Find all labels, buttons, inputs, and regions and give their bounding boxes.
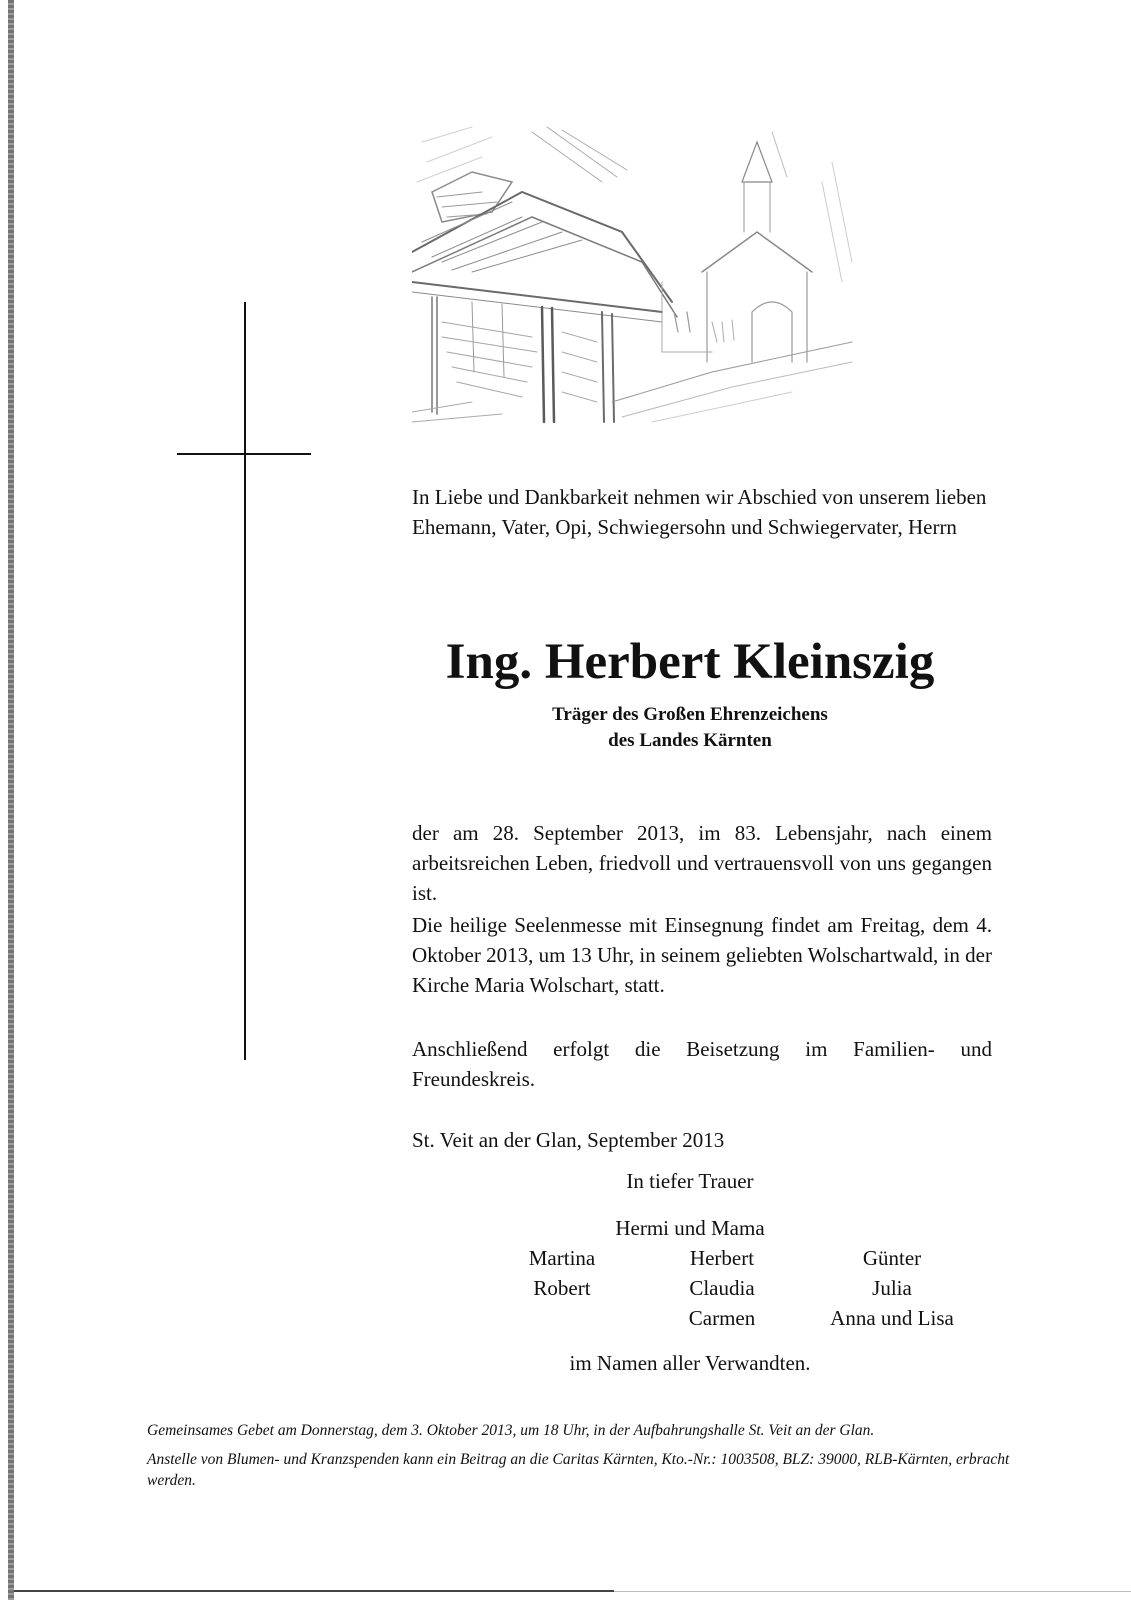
family-list	[482, 1243, 982, 1333]
cross-vertical-bar	[244, 302, 246, 1060]
family-member: Claudia	[689, 1276, 755, 1300]
honor-line-2: des Landes Kärnten	[608, 730, 772, 751]
mourning-line: In tiefer Trauer	[626, 1169, 754, 1193]
scan-border-left	[8, 0, 14, 1600]
family-member: Günter	[862, 1246, 922, 1270]
sketch-illustration-icon	[412, 122, 864, 427]
family-member: Martina	[528, 1246, 596, 1270]
prayer-note: Gemeinsames Gebet am Donnerstag, dem 3. Oktober 2013, um 18 Uhr, in der Aufbahrungshalle St. Veit an der Glan.	[147, 1422, 875, 1439]
family-member: Herbert	[689, 1246, 755, 1270]
burial-text: Anschließend erfolgt die Beisetzung im Familien- und Freundeskreis.	[412, 1037, 992, 1091]
family-row	[482, 1303, 982, 1333]
mass-text: Die heilige Seelenmesse mit Einsegnung findet am Freitag, dem 4. Oktober 2013, um 13 Uhr, in seinem geliebten Wolschartwald, in der Kirche Maria Wolschart, statt.	[412, 913, 992, 997]
family-row	[482, 1273, 982, 1303]
closing-line: im Namen aller Verwandten.	[569, 1351, 811, 1375]
family-member: Anna und Lisa	[830, 1306, 954, 1330]
passing-text: der am 28. September 2013, im 83. Lebensjahr, nach einem arbeitsreichen Leben, friedvoll und vertrauensvoll von uns gegangen ist.	[412, 821, 992, 905]
family-row	[482, 1243, 982, 1273]
intro-text: In Liebe und Dankbarkeit nehmen wir Abschied von unserem lieben Ehemann, Vater, Opi, Schwiegersohn und Schwiegervater, Herrn	[412, 485, 987, 539]
family-member: Carmen	[688, 1306, 756, 1330]
family-member	[482, 1303, 642, 1333]
honor-line-1: Träger des Großen Ehrenzeichens	[552, 704, 828, 725]
family-member: Robert	[533, 1276, 591, 1300]
family-member: Julia	[872, 1276, 912, 1300]
deceased-name: Ing. Herbert Kleinszig	[445, 634, 935, 690]
donation-note: Anstelle von Blumen- und Kranzspenden kann ein Beitrag an die Caritas Kärnten, Kto.-Nr.: 1003508, BLZ: 39000, RLB-Kärnten, erbracht werden.	[147, 1451, 1010, 1489]
scan-border-bottom-faint	[614, 1591, 1131, 1592]
family-head: Hermi und Mama	[615, 1216, 765, 1240]
honor-title	[420, 702, 960, 754]
scan-border-bottom	[14, 1590, 614, 1592]
cross-horizontal-bar	[177, 453, 311, 455]
footer-notes	[147, 1420, 1017, 1499]
place-and-date: St. Veit an der Glan, September 2013	[412, 1128, 725, 1152]
